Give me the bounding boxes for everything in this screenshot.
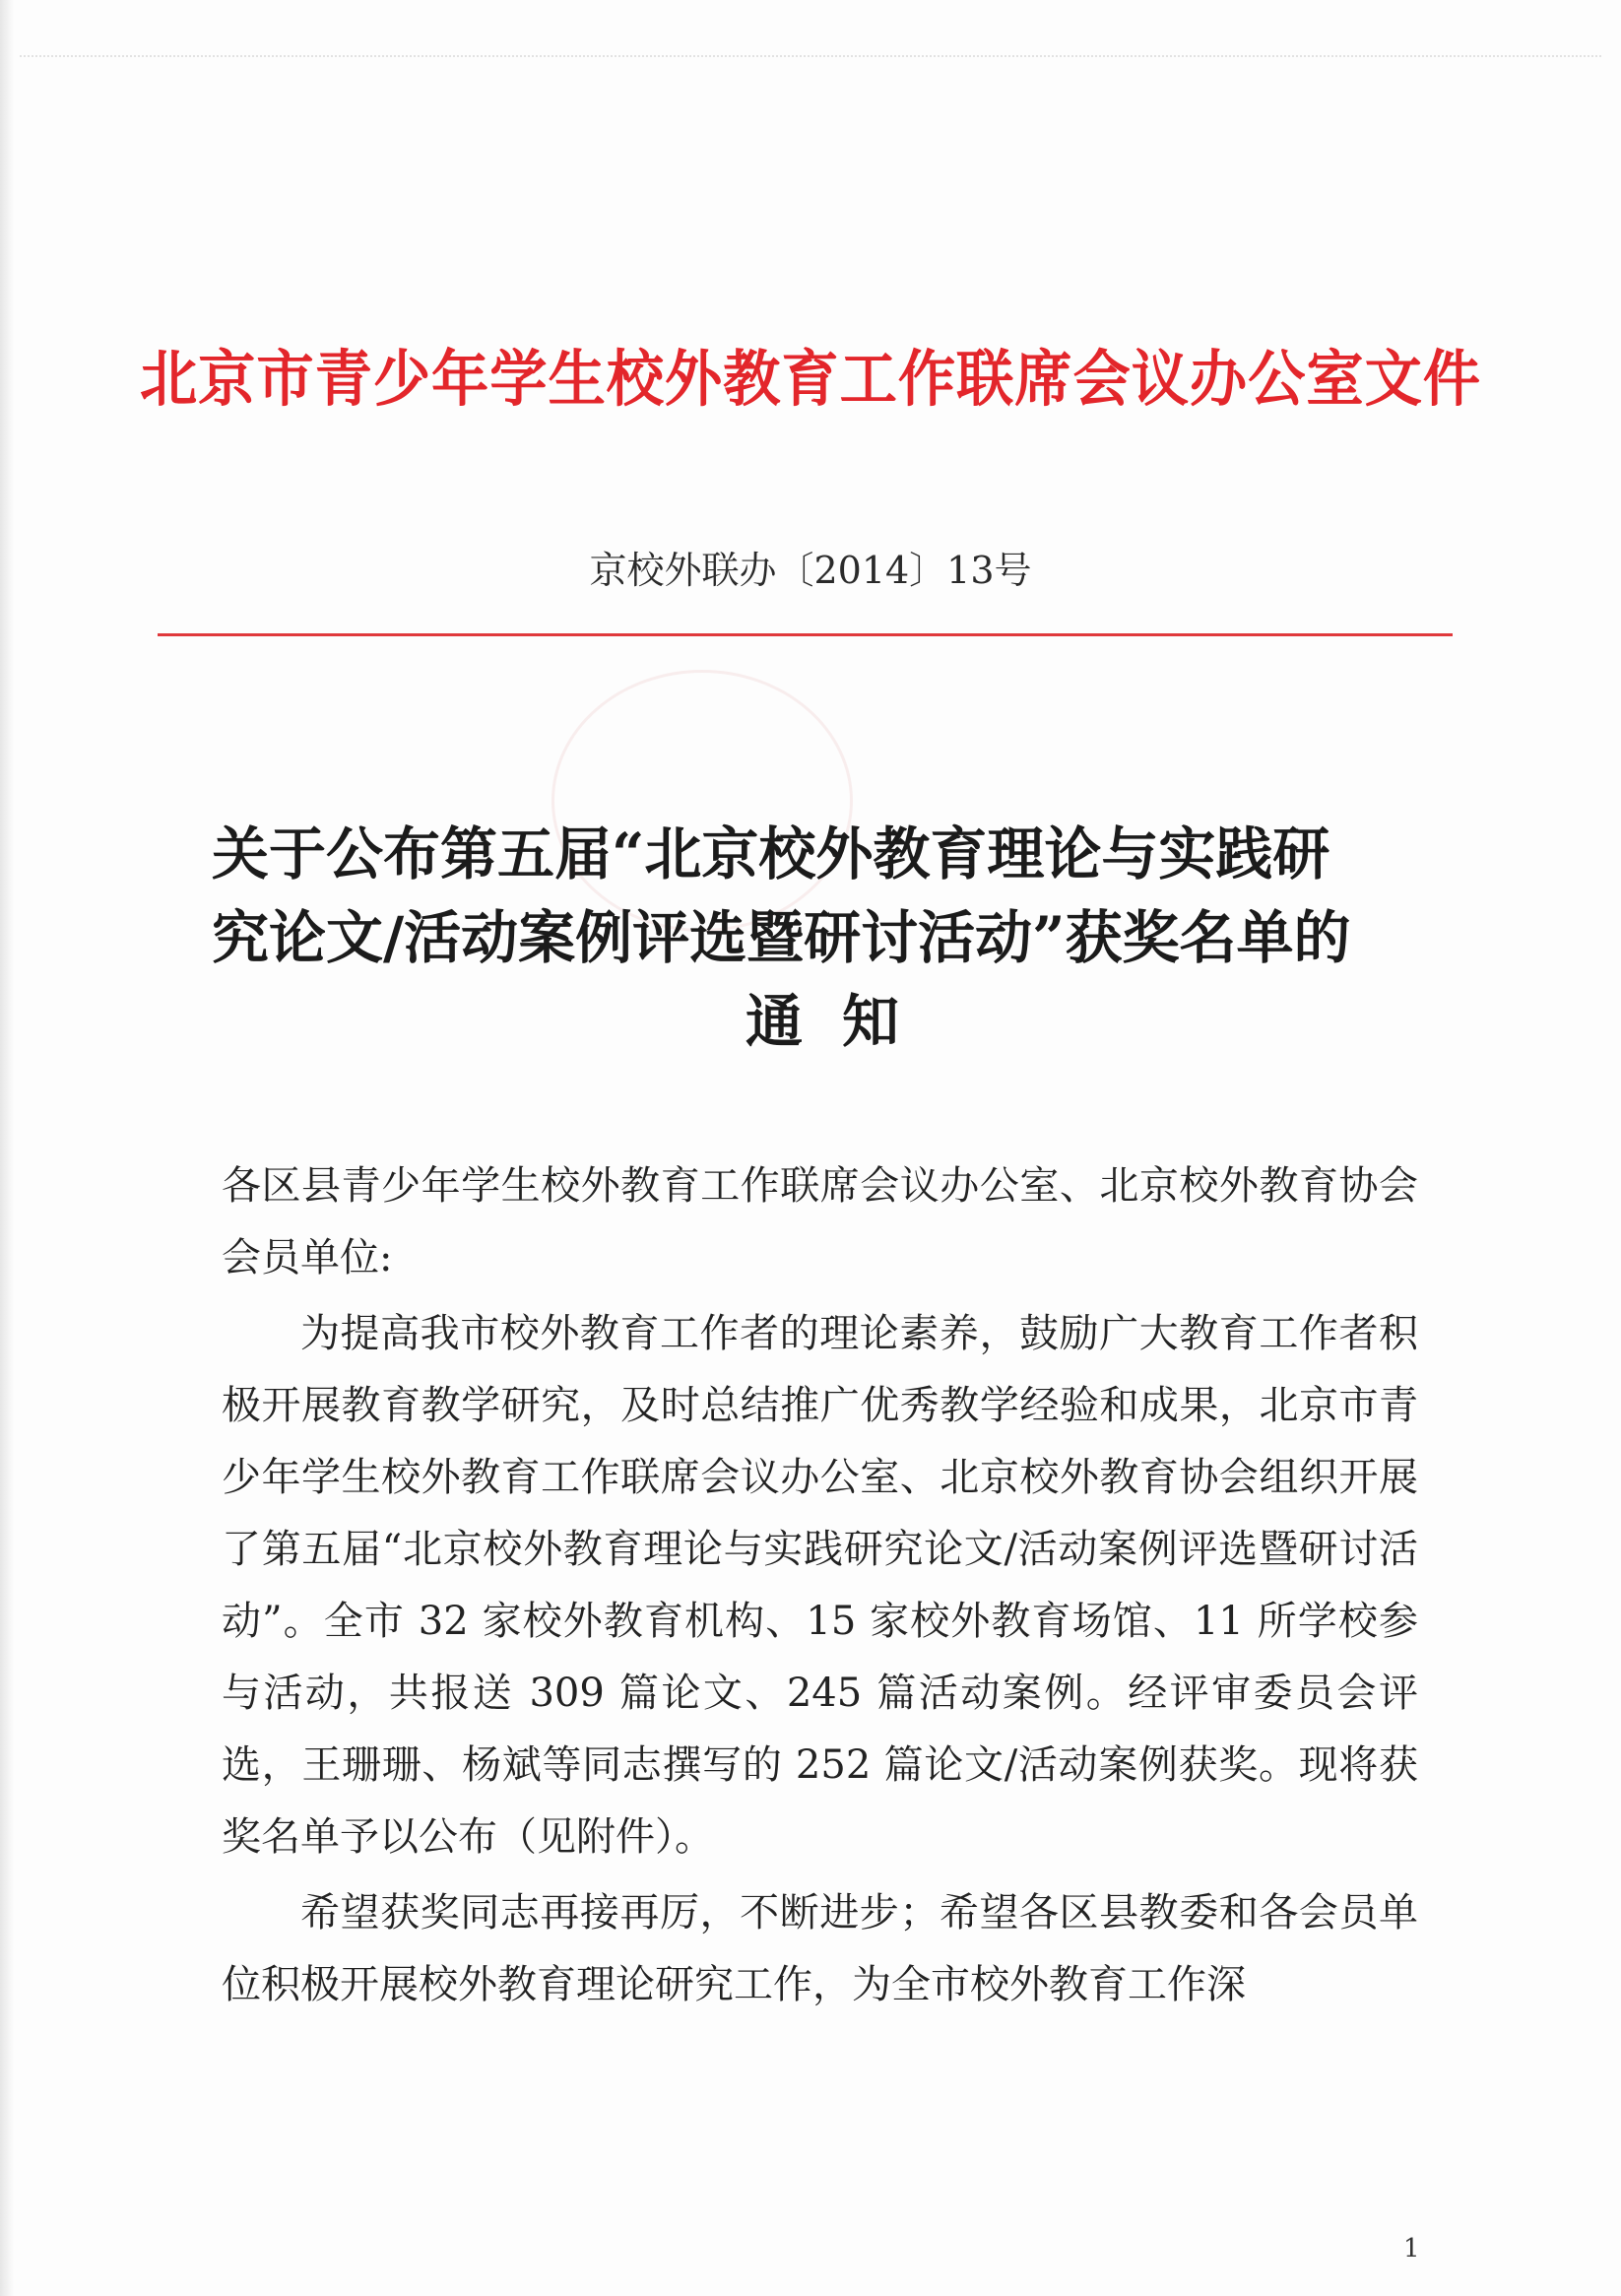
- notice-title-line-3: 通知: [745, 988, 939, 1055]
- body-paragraph-1: 为提高我市校外教育工作者的理论素养，鼓励广大教育工作者积极开展教育教学研究，及时总结推广优秀教学经验和成果，北京市青少年学生校外教育工作联席会议办公室、北京校外教育协会组织开展了第五届“北京校外教育理论与实践研究论文/活动案例评选暨研讨活动”。全市 32 家校外教育机构、15 家校外教育场馆、11 所学校参与活动，共报送 309 篇论文、245 篇活动案例。经评审委员会评选，王珊珊、杨斌等同志撰写的 252 篇论文/活动案例获奖。现将获奖名单予以公布（见附件）。: [222, 1311, 1418, 1860]
- page-number: 1: [1403, 2234, 1420, 2263]
- salutation: 各区县青少年学生校外教育工作联席会议办公室、北京校外教育协会会员单位:: [222, 1163, 1418, 1280]
- notice-body: [222, 1150, 1418, 2021]
- notice-title: [212, 813, 1443, 1064]
- issuer-header: 北京市青少年学生校外教育工作联席会议办公室文件: [139, 343, 1482, 415]
- scan-speckle: [20, 55, 1601, 59]
- notice-title-line-1: 关于公布第五届“北京校外教育理论与实践研: [212, 820, 1330, 887]
- body-paragraph-2: 希望获奖同志再接再厉，不断进步；希望各区县教委和各会员单位积极开展校外教育理论研究工作，为全市校外教育工作深: [222, 1890, 1418, 2007]
- red-divider-line: [158, 633, 1453, 636]
- notice-title-line-2: 究论文/活动案例评选暨研讨活动”获奖名单的: [212, 904, 1351, 971]
- document-number: 京校外联办〔2014〕13号: [589, 549, 1032, 592]
- scan-edge: [0, 0, 14, 2296]
